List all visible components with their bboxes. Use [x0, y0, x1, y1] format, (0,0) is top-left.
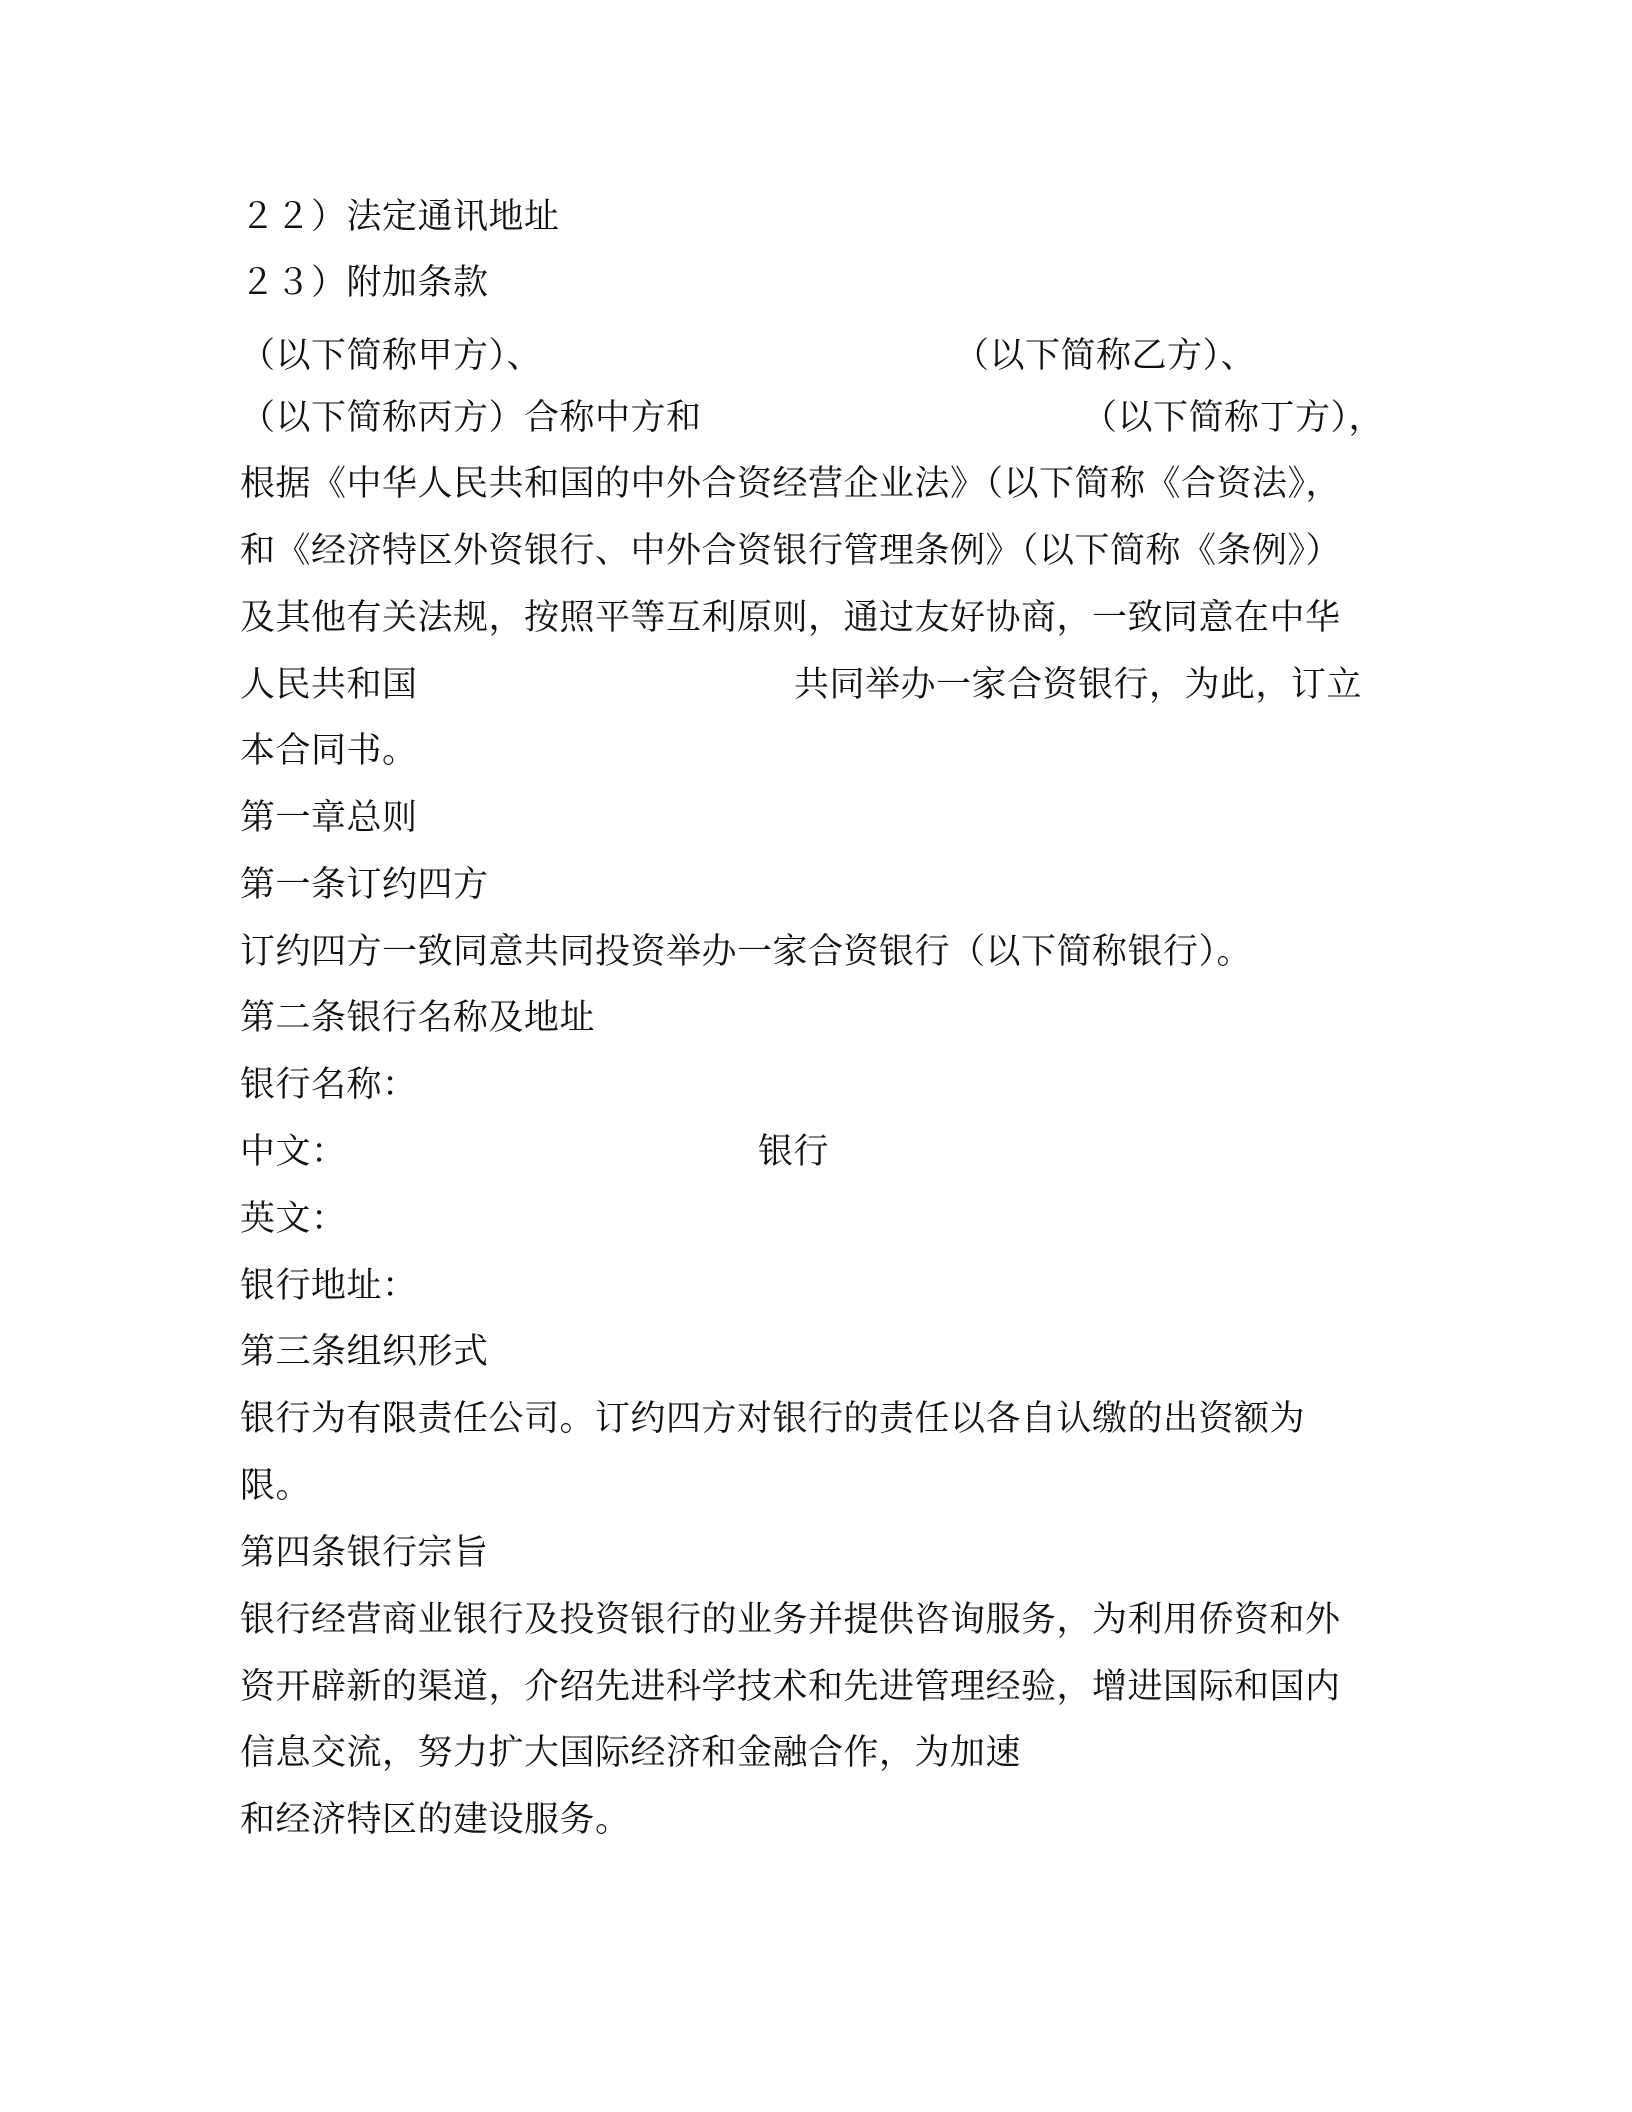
paragraph-line: 和《经济特区外资银行、中外合资银行管理条例》（以下简称《条例》） — [240, 531, 1342, 571]
article-text: 和经济特区的建设服务。 — [240, 1800, 631, 1840]
field-label: 中文： — [240, 1132, 347, 1172]
field-label: 英文： — [240, 1199, 347, 1239]
article-text: 银行经营商业银行及投资银行的业务并提供咨询服务，为利用侨资和外 — [240, 1600, 1341, 1640]
article-text: 资开辟新的渠道，介绍先进科学技术和先进管理经验，增进国际和国内 — [240, 1667, 1341, 1707]
field-label: 银行地址： — [240, 1266, 418, 1306]
article-text: 信息交流，努力扩大国际经济和金融合作，为加速 — [240, 1733, 1022, 1773]
party-b-text: （以下简称乙方）、 — [954, 336, 1257, 376]
party-d-text: （以下简称丁方）， — [1082, 398, 1385, 438]
chapter-heading: 第一章总则 — [240, 798, 418, 838]
article-heading: 第四条银行宗旨 — [240, 1533, 489, 1573]
paragraph-line: 根据《中华人民共和国的中外合资经营企业法》（以下简称《合资法》， — [240, 464, 1342, 504]
article-text: 限。 — [240, 1466, 312, 1506]
article-heading: 第一条订约四方 — [240, 865, 489, 905]
list-item-23: ２３）附加条款 — [240, 263, 489, 303]
paragraph-line: 及其他有关法规，按照平等互利原则，通过友好协商，一致同意在中华 — [240, 598, 1341, 638]
article-text: 订约四方一致同意共同投资举办一家合资银行（以下简称银行）。 — [240, 932, 1253, 972]
article-heading: 第三条组织形式 — [240, 1332, 489, 1372]
field-label: 银行名称： — [240, 1065, 418, 1105]
party-a-text: （以下简称甲方）、 — [240, 336, 543, 376]
field-value: 银行 — [758, 1132, 830, 1172]
paragraph-line: 本合同书。 — [240, 731, 418, 771]
paragraph-line: 共同举办一家合资银行，为此，订立 — [794, 665, 1363, 705]
article-text: 银行为有限责任公司。订约四方对银行的责任以各自认缴的出资额为 — [240, 1399, 1306, 1439]
party-c-text: （以下简称丙方）合称中方和 — [240, 398, 702, 438]
article-heading: 第二条银行名称及地址 — [240, 998, 596, 1038]
list-item-22: ２２）法定通讯地址 — [240, 197, 560, 237]
paragraph-line: 人民共和国 — [240, 665, 418, 705]
